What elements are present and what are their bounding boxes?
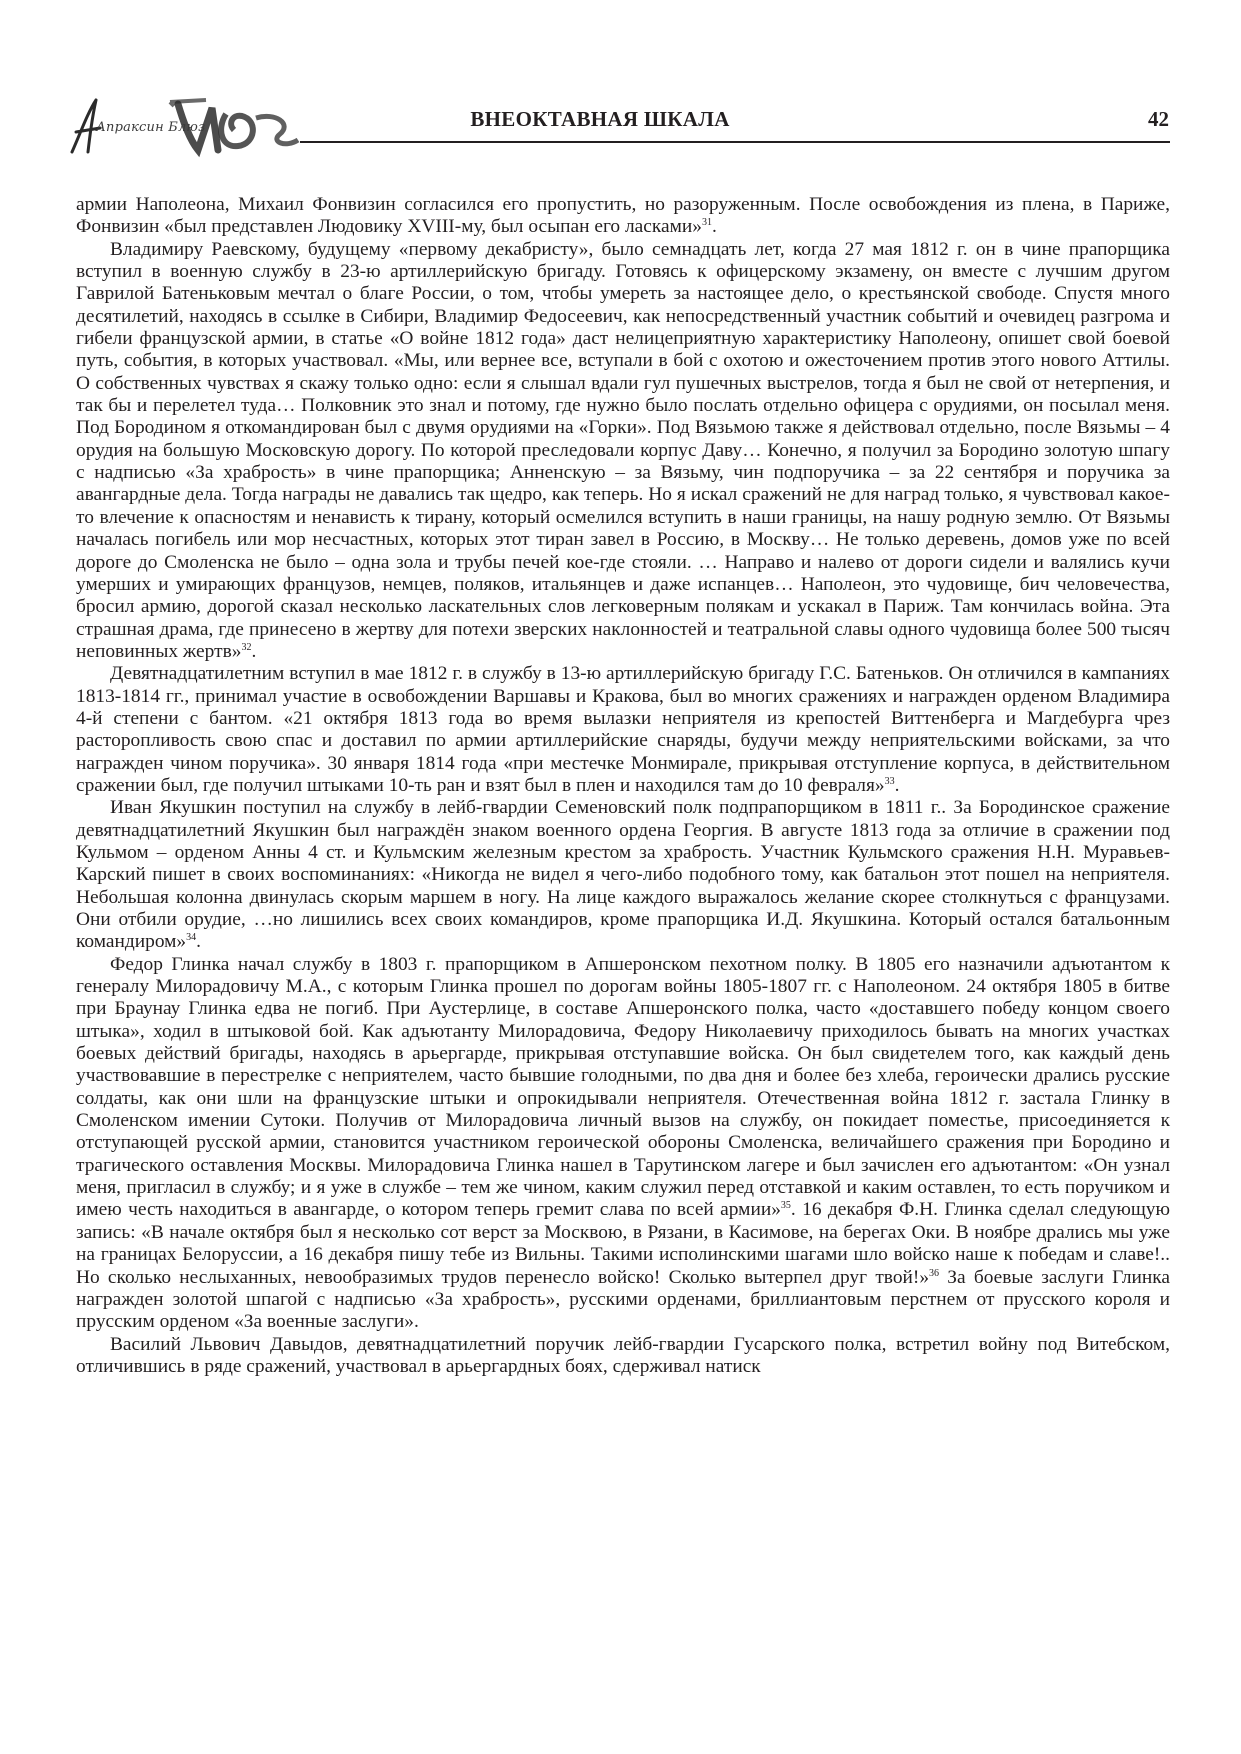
footnote-ref-32: 32 — [241, 641, 252, 653]
running-header-title: ВНЕОКТАВНАЯ ШКАЛА — [470, 107, 730, 131]
journal-logo — [66, 94, 302, 158]
footnote-ref-36: 36 — [929, 1267, 940, 1279]
logo-text: Апраксин Блюз — [96, 120, 206, 135]
footnote-ref-33: 33 — [884, 775, 895, 787]
paragraph-1: армии Наполеона, Михаил Фонвизин согласился его пропустить, но разоруженным. После освобождения из плена, в Париже, Фонвизин «был представлен Людовику XVIII-му, был осыпан его ласками»$^{31}$. — [76, 194, 1170, 238]
footnote-ref-34: 34 — [186, 932, 197, 944]
footnote-ref-35: 35 — [780, 1200, 791, 1212]
paragraph-5: Федор Глинка начал службу в 1803 г. прапорщиком в Апшеронском пехотном полку. В 1805 его назначили адъютантом к генералу Милорадовичу М.А., с которым Глинка прошел по дорогам войны 1805-1807 гг. с Наполеоном. 24 октября 1805 в битве при Браунау Глинка едва не погиб. При Аустерлице, в составе Апшеронского полка, часто «доставшего победу концом своего штыка», ходил в штыковой бой. Как адъютанту Милорадовича, Федору Николаевичу приходилось бывать на многих участках боевых действий бригады, находясь в арьергарде, прикрывая отступавшие войска. Он был свидетелем того, как каждый день участвовавшие в перестрелке с неприятелем, часто бывшие голодными, по два дня и более без хлеба, героически дрались русские солдаты, как они шли на французские штыки и опрокидывали неприятеля. Отечественная война 1812 г. застала Глинку в Смоленском имении Сутоки. Получив от Милорадовича личный вызов на службу, он покидает поместье, присоединяется к отступающей русской армии, становится участником героической обороны Смоленска, величайшего сражения при Бородино и трагического оставления Москвы. Милорадовича Глинка нашел в Тарутинском лагере и был зачислен его адъютантом: «Он узнал меня, пригласил в службу; и я уже в службе – тем же чином, каким служил перед отставкой и каким оставлен, то есть поручиком и имею честь находиться в авангарде, о котором теперь гремит слава по всей армии»$^{35}$. 16 декабря Ф.Н. Глинка сделал следующую запись: «В начале октября был я несколько сот верст за Москвою, в Рязани, в Касимове, на берегах Оки. В ноябре дрались мы уже на границах Белоруссии, а 16 декабря пишу тебе из Вильны. Такими исполинскими шагами шло войско наше к победам и славе!.. Но сколько неслыханных, невообразимых трудов перенесло войско! Сколько вытерпел друг твой!»$^{36}$ За боевые заслуги Глинка награжден золотой шпагой с надписью «За храбрость», русскими орденами, бриллиантовым перстнем от прусского короля и прусским орденом «За военные заслуги». — [76, 953, 1170, 1333]
article-body — [76, 194, 1170, 1378]
paragraph-4: Иван Якушкин поступил на службу в лейб-гвардии Семеновский полк подпрапорщиком в 1811 г.. За Бородинское сражение девятнадцатилетний Якушкин был награждён знаком военного ордена Георгия. В августе 1813 года за отличие в сражении под Кульмом – орденом Анны 4 ст. и Кульмским железным крестом за храбрость. Участник Кульмского сражения Н.Н. Муравьев-Карский пишет в своих воспоминаниях: «Никогда не видел я чего-либо подобного тому, как батальон этот пошел на неприятеля. Небольшая колонна двинулась скорым маршем в ногу. На лице каждого выражалось желание скорее столкнуться с французами. Они отбили орудие, …но лишились всех своих командиров, кроме прапорщика И.Д. Якушкина. Который остался батальонным командиром»$^{34}$. — [76, 797, 1170, 953]
paragraph-6: Василий Львович Давыдов, девятнадцатилетний поручик лейб-гвардии Гусарского полка, встретил войну под Витебском, отличившись в ряде сражений, участвовал в арьергардных боях, сдерживал натиск — [76, 1333, 1170, 1377]
paragraph-3: Девятнадцатилетним вступил в мае 1812 г. в службу в 13-ю артиллерийскую бригаду Г.С. Батеньков. Он отличился в кампаниях 1813-1814 гг., принимал участие в освобождении Варшавы и Кракова, был во многих сражениях и награжден орденом Владимира 4-й степени с бантом. «21 октября 1813 года во время вылазки неприятеля из крепостей Виттенберга и Магдебурга чрез расторопливость свою спас и доставил по армии артиллерийские снаряды, будучи между неприятельскими войсками, за что награжден чином поручика». 30 января 1814 года «при местечке Монмирале, прикрывая отступление корпуса, в действительном сражении был, где получил штыками 10-ть ран и взят был в плен и находился там до 10 февраля»$^{33}$. — [76, 663, 1170, 796]
footnote-ref-31: 31 — [701, 217, 712, 229]
header-rule — [300, 141, 1170, 143]
page-number: 42 — [1148, 107, 1169, 131]
paragraph-2: Владимиру Раевскому, будущему «первому декабристу», было семнадцать лет, когда 27 мая 1812 г. он в чине прапорщика вступил в военную службу в 23-ю артиллерийскую бригаду. Готовясь к офицерскому экзамену, он вместе с лучшим другом Гаврилой Батеньковым мечтал о благе России, о том, чтобы умереть за настоящее дело, о крестьянской свободе. Спустя много десятилетий, находясь в ссылке в Сибири, Владимир Федосеевич, как непосредственный участник событий и очевидец разгрома и гибели французской армии, в статье «О войне 1812 года» даст нелицеприятную характеристику Наполеону, опишет свой боевой путь, события, в которых участвовал. «Мы, или вернее все, вступали в бой с охотою и ожесточением против этого нового Аттилы. О собственных чувствах я скажу только одно: если я слышал вдали гул пушечных выстрелов, тогда я был не свой от нетерпения, и так бы и перелетел туда… Полковник это знал и потому, где нужно было послать отдельно офицера с орудиями, он посылал меня. Под Бородином я откомандирован был с двумя орудиями на «Горки». Под Вязьмою также я действовал отдельно, после Вязьмы – 4 орудия на большую Московскую дорогу. По которой преследовали корпус Даву… Конечно, я получил за Бородино золотую шпагу с надписью «За храбрость» в чине прапорщика; Анненскую – за Вязьму, чин подпоручика – за 22 сентября и поручика за авангардные дела. Тогда награды не давались так щедро, как теперь. Но я искал сражений не для наград только, я чувствовал какое-то влечение к опасностям и ненависть к тирану, который осмелился вступить в наши границы, на нашу родную землю. От Вязьмы началась погибель или мор несчастных, которых этот тиран завел в Россию, в Москву… Не только деревень, домов уже по всей дороге до Смоленска не было – одна зола и трубы печей кое-где стояли. … Направо и налево от дороги сидели и валялись кучи умерших и умирающих французов, немцев, поляков, итальянцев и даже испанцев… Наполеон, это чудовище, бич человечества, бросил армию, дорогой сказал несколько ласкательных слов легковерным полякам и ускакал в Париж. Там кончилась война. Эта страшная драма, где принесено в жертву для потехи зверских наклонностей и театральной славы одного чудовища более 500 тысяч неповинных жертв»$^{32}$. — [76, 238, 1170, 662]
